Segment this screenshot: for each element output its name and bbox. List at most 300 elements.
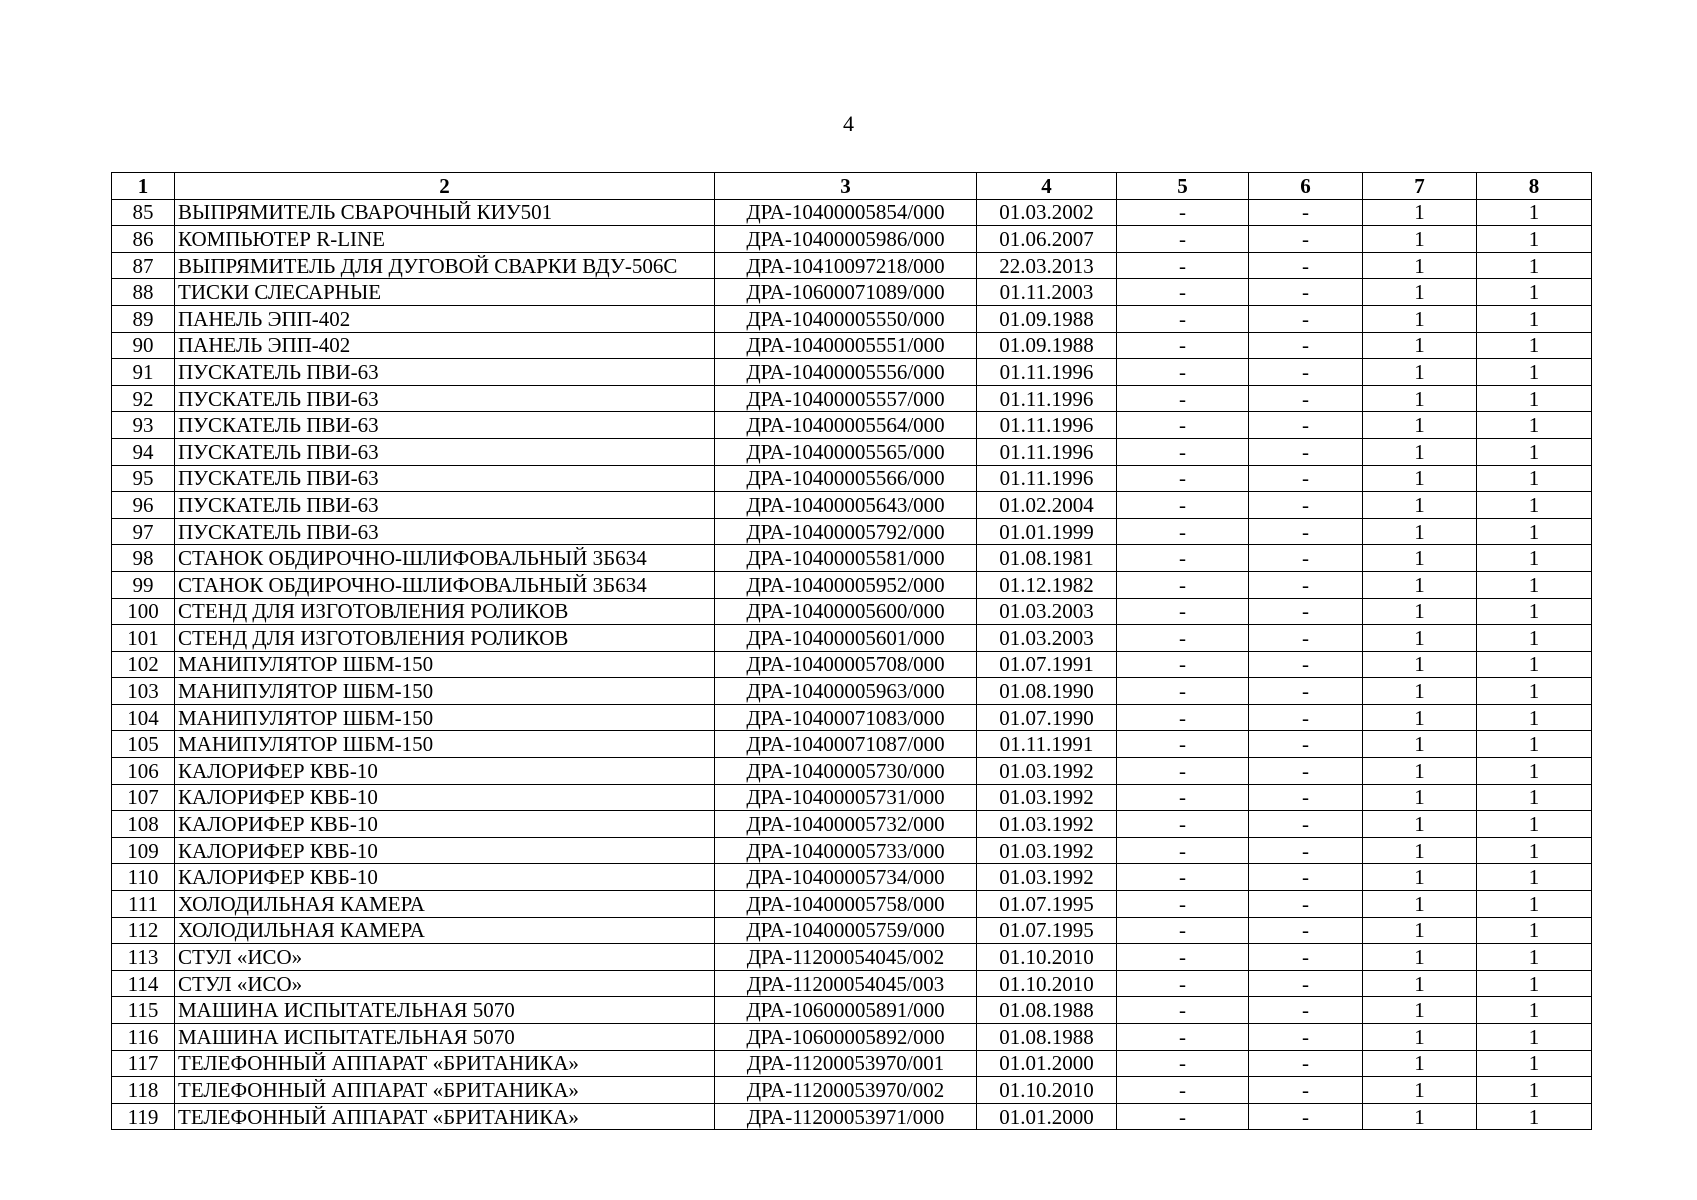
col5-cell: - [1117, 1050, 1249, 1077]
col8-cell: 1 [1477, 837, 1592, 864]
col8-cell: 1 [1477, 864, 1592, 891]
inventory-code-cell: ДРА-10400005564/000 [715, 412, 977, 439]
col8-cell: 1 [1477, 492, 1592, 519]
item-name-cell: ТИСКИ СЛЕСАРНЫЕ [175, 279, 715, 306]
row-number-cell: 110 [112, 864, 175, 891]
col7-cell: 1 [1363, 1103, 1477, 1130]
row-number-cell: 100 [112, 598, 175, 625]
row-number-cell: 101 [112, 625, 175, 652]
col7-cell: 1 [1363, 465, 1477, 492]
col6-cell: - [1249, 944, 1363, 971]
col6-cell: - [1249, 784, 1363, 811]
col5-cell: - [1117, 758, 1249, 785]
row-number-cell: 103 [112, 678, 175, 705]
col8-cell: 1 [1477, 731, 1592, 758]
item-name-cell: ТЕЛЕФОННЫЙ АППАРАТ «БРИТАНИКА» [175, 1077, 715, 1104]
date-cell: 01.10.2010 [977, 1077, 1117, 1104]
item-name-cell: ВЫПРЯМИТЕЛЬ СВАРОЧНЫЙ КИУ501 [175, 199, 715, 226]
col6-cell: - [1249, 625, 1363, 652]
col8-cell: 1 [1477, 598, 1592, 625]
table-row [112, 651, 1592, 678]
col8-cell: 1 [1477, 305, 1592, 332]
inventory-code-cell: ДРА-10400005581/000 [715, 545, 977, 572]
table-row [112, 305, 1592, 332]
item-name-cell: МАНИПУЛЯТОР ШБМ-150 [175, 704, 715, 731]
table-row [112, 864, 1592, 891]
table-row [112, 704, 1592, 731]
col8-cell: 1 [1477, 465, 1592, 492]
col8-cell: 1 [1477, 997, 1592, 1024]
col8-cell: 1 [1477, 1050, 1592, 1077]
col8-cell: 1 [1477, 704, 1592, 731]
col5-cell: - [1117, 1077, 1249, 1104]
col6-cell: - [1249, 305, 1363, 332]
inventory-code-cell: ДРА-10400005854/000 [715, 199, 977, 226]
col8-cell: 1 [1477, 226, 1592, 253]
col5-cell: - [1117, 891, 1249, 918]
col5-cell: - [1117, 545, 1249, 572]
inventory-table [111, 172, 1592, 1130]
col6-cell: - [1249, 412, 1363, 439]
col6-cell: - [1249, 598, 1363, 625]
col5-cell: - [1117, 651, 1249, 678]
date-cell: 01.11.2003 [977, 279, 1117, 306]
inventory-code-cell: ДРА-10400005565/000 [715, 438, 977, 465]
item-name-cell: ПАНЕЛЬ ЭПП-402 [175, 332, 715, 359]
date-cell: 01.12.1982 [977, 571, 1117, 598]
col7-cell: 1 [1363, 651, 1477, 678]
row-number-cell: 113 [112, 944, 175, 971]
table-row [112, 678, 1592, 705]
table-row [112, 571, 1592, 598]
table-row [112, 1077, 1592, 1104]
date-cell: 01.09.1988 [977, 332, 1117, 359]
page-number: 4 [843, 111, 854, 136]
col7-cell: 1 [1363, 1050, 1477, 1077]
col5-cell: - [1117, 332, 1249, 359]
item-name-cell: МАНИПУЛЯТОР ШБМ-150 [175, 678, 715, 705]
col5-cell: - [1117, 385, 1249, 412]
item-name-cell: ПУСКАТЕЛЬ ПВИ-63 [175, 412, 715, 439]
col5-cell: - [1117, 465, 1249, 492]
item-name-cell: ПУСКАТЕЛЬ ПВИ-63 [175, 465, 715, 492]
col7-cell: 1 [1363, 492, 1477, 519]
row-number-cell: 93 [112, 412, 175, 439]
item-name-cell: МАШИНА ИСПЫТАТЕЛЬНАЯ 5070 [175, 1024, 715, 1051]
inventory-code-cell: ДРА-10400005963/000 [715, 678, 977, 705]
row-number-cell: 91 [112, 359, 175, 386]
item-name-cell: СТУЛ «ИСО» [175, 944, 715, 971]
col8-cell: 1 [1477, 1024, 1592, 1051]
date-cell: 01.03.2003 [977, 625, 1117, 652]
col8-cell: 1 [1477, 891, 1592, 918]
item-name-cell: КОМПЬЮТЕР R-LINE [175, 226, 715, 253]
row-number-cell: 85 [112, 199, 175, 226]
inventory-code-cell: ДРА-11200054045/002 [715, 944, 977, 971]
item-name-cell: СТЕНД ДЛЯ ИЗГОТОВЛЕНИЯ РОЛИКОВ [175, 625, 715, 652]
col7-cell: 1 [1363, 226, 1477, 253]
col6-cell: - [1249, 492, 1363, 519]
col7-cell: 1 [1363, 970, 1477, 997]
row-number-cell: 111 [112, 891, 175, 918]
col5-cell: - [1117, 704, 1249, 731]
col5-cell: - [1117, 784, 1249, 811]
date-cell: 01.03.1992 [977, 837, 1117, 864]
row-number-cell: 117 [112, 1050, 175, 1077]
col6-cell: - [1249, 571, 1363, 598]
date-cell: 01.08.1988 [977, 1024, 1117, 1051]
table-header-row [112, 173, 1592, 200]
col5-cell: - [1117, 625, 1249, 652]
inventory-code-cell: ДРА-10400005730/000 [715, 758, 977, 785]
col8-cell: 1 [1477, 252, 1592, 279]
row-number-cell: 107 [112, 784, 175, 811]
col8-cell: 1 [1477, 199, 1592, 226]
table-row [112, 332, 1592, 359]
col5-cell: - [1117, 199, 1249, 226]
item-name-cell: ПУСКАТЕЛЬ ПВИ-63 [175, 518, 715, 545]
inventory-code-cell: ДРА-10400005643/000 [715, 492, 977, 519]
date-cell: 22.03.2013 [977, 252, 1117, 279]
col6-cell: - [1249, 359, 1363, 386]
row-number-cell: 87 [112, 252, 175, 279]
table-row [112, 199, 1592, 226]
col5-cell: - [1117, 279, 1249, 306]
item-name-cell: МАНИПУЛЯТОР ШБМ-150 [175, 651, 715, 678]
date-cell: 01.07.1995 [977, 891, 1117, 918]
col8-cell: 1 [1477, 545, 1592, 572]
date-cell: 01.11.1996 [977, 412, 1117, 439]
inventory-code-cell: ДРА-10400005708/000 [715, 651, 977, 678]
item-name-cell: ПУСКАТЕЛЬ ПВИ-63 [175, 438, 715, 465]
col7-cell: 1 [1363, 678, 1477, 705]
row-number-cell: 92 [112, 385, 175, 412]
inventory-code-cell: ДРА-11200054045/003 [715, 970, 977, 997]
date-cell: 01.10.2010 [977, 944, 1117, 971]
table-row [112, 492, 1592, 519]
table-row [112, 412, 1592, 439]
col7-cell: 1 [1363, 571, 1477, 598]
inventory-code-cell: ДРА-10400005551/000 [715, 332, 977, 359]
column-header: 1 [112, 173, 175, 200]
row-number-cell: 98 [112, 545, 175, 572]
item-name-cell: ПУСКАТЕЛЬ ПВИ-63 [175, 492, 715, 519]
col6-cell: - [1249, 518, 1363, 545]
item-name-cell: ПАНЕЛЬ ЭПП-402 [175, 305, 715, 332]
col7-cell: 1 [1363, 997, 1477, 1024]
col5-cell: - [1117, 731, 1249, 758]
date-cell: 01.03.1992 [977, 811, 1117, 838]
col7-cell: 1 [1363, 917, 1477, 944]
date-cell: 01.07.1990 [977, 704, 1117, 731]
inventory-code-cell: ДРА-10400005601/000 [715, 625, 977, 652]
row-number-cell: 115 [112, 997, 175, 1024]
col6-cell: - [1249, 970, 1363, 997]
row-number-cell: 94 [112, 438, 175, 465]
row-number-cell: 102 [112, 651, 175, 678]
row-number-cell: 95 [112, 465, 175, 492]
date-cell: 01.06.2007 [977, 226, 1117, 253]
col5-cell: - [1117, 252, 1249, 279]
table-row [112, 784, 1592, 811]
row-number-cell: 118 [112, 1077, 175, 1104]
col6-cell: - [1249, 332, 1363, 359]
table-row [112, 1050, 1592, 1077]
col8-cell: 1 [1477, 438, 1592, 465]
table-row [112, 438, 1592, 465]
col5-cell: - [1117, 678, 1249, 705]
col6-cell: - [1249, 651, 1363, 678]
date-cell: 01.08.1981 [977, 545, 1117, 572]
item-name-cell: КАЛОРИФЕР КВБ-10 [175, 864, 715, 891]
inventory-code-cell: ДРА-10400005732/000 [715, 811, 977, 838]
row-number-cell: 96 [112, 492, 175, 519]
col6-cell: - [1249, 1103, 1363, 1130]
col6-cell: - [1249, 864, 1363, 891]
table-body [112, 199, 1592, 1130]
row-number-cell: 119 [112, 1103, 175, 1130]
date-cell: 01.08.1988 [977, 997, 1117, 1024]
col6-cell: - [1249, 678, 1363, 705]
date-cell: 01.10.2010 [977, 970, 1117, 997]
table-row [112, 731, 1592, 758]
col8-cell: 1 [1477, 385, 1592, 412]
table-row [112, 359, 1592, 386]
col6-cell: - [1249, 704, 1363, 731]
item-name-cell: ПУСКАТЕЛЬ ПВИ-63 [175, 385, 715, 412]
date-cell: 01.07.1991 [977, 651, 1117, 678]
item-name-cell: МАШИНА ИСПЫТАТЕЛЬНАЯ 5070 [175, 997, 715, 1024]
inventory-code-cell: ДРА-10400005566/000 [715, 465, 977, 492]
col7-cell: 1 [1363, 944, 1477, 971]
inventory-code-cell: ДРА-10400005557/000 [715, 385, 977, 412]
inventory-code-cell: ДРА-11200053970/001 [715, 1050, 977, 1077]
date-cell: 01.11.1996 [977, 465, 1117, 492]
item-name-cell: СТЕНД ДЛЯ ИЗГОТОВЛЕНИЯ РОЛИКОВ [175, 598, 715, 625]
inventory-code-cell: ДРА-10400005759/000 [715, 917, 977, 944]
table-row [112, 837, 1592, 864]
table-row [112, 917, 1592, 944]
col5-cell: - [1117, 837, 1249, 864]
table-row [112, 252, 1592, 279]
inventory-code-cell: ДРА-11200053970/002 [715, 1077, 977, 1104]
col8-cell: 1 [1477, 811, 1592, 838]
col5-cell: - [1117, 571, 1249, 598]
item-name-cell: МАНИПУЛЯТОР ШБМ-150 [175, 731, 715, 758]
col5-cell: - [1117, 226, 1249, 253]
row-number-cell: 89 [112, 305, 175, 332]
col7-cell: 1 [1363, 545, 1477, 572]
col7-cell: 1 [1363, 598, 1477, 625]
col5-cell: - [1117, 359, 1249, 386]
date-cell: 01.09.1988 [977, 305, 1117, 332]
table-row [112, 625, 1592, 652]
row-number-cell: 90 [112, 332, 175, 359]
col6-cell: - [1249, 465, 1363, 492]
item-name-cell: КАЛОРИФЕР КВБ-10 [175, 758, 715, 785]
col7-cell: 1 [1363, 784, 1477, 811]
table-row [112, 758, 1592, 785]
col7-cell: 1 [1363, 252, 1477, 279]
date-cell: 01.03.2002 [977, 199, 1117, 226]
date-cell: 01.07.1995 [977, 917, 1117, 944]
inventory-code-cell: ДРА-10400005952/000 [715, 571, 977, 598]
col8-cell: 1 [1477, 518, 1592, 545]
inventory-code-cell: ДРА-10400005986/000 [715, 226, 977, 253]
table-row [112, 598, 1592, 625]
table-row [112, 1103, 1592, 1130]
item-name-cell: ТЕЛЕФОННЫЙ АППАРАТ «БРИТАНИКА» [175, 1050, 715, 1077]
col7-cell: 1 [1363, 412, 1477, 439]
col5-cell: - [1117, 1103, 1249, 1130]
table-row [112, 944, 1592, 971]
col7-cell: 1 [1363, 518, 1477, 545]
table-row [112, 891, 1592, 918]
table-row [112, 279, 1592, 306]
col6-cell: - [1249, 811, 1363, 838]
table-row [112, 465, 1592, 492]
row-number-cell: 104 [112, 704, 175, 731]
item-name-cell: ХОЛОДИЛЬНАЯ КАМЕРА [175, 891, 715, 918]
col6-cell: - [1249, 837, 1363, 864]
col7-cell: 1 [1363, 438, 1477, 465]
col5-cell: - [1117, 305, 1249, 332]
col6-cell: - [1249, 279, 1363, 306]
col5-cell: - [1117, 997, 1249, 1024]
table-row [112, 970, 1592, 997]
row-number-cell: 116 [112, 1024, 175, 1051]
item-name-cell: КАЛОРИФЕР КВБ-10 [175, 811, 715, 838]
inventory-code-cell: ДРА-10600071089/000 [715, 279, 977, 306]
col7-cell: 1 [1363, 864, 1477, 891]
col6-cell: - [1249, 385, 1363, 412]
inventory-code-cell: ДРА-10400005600/000 [715, 598, 977, 625]
col6-cell: - [1249, 917, 1363, 944]
col7-cell: 1 [1363, 1077, 1477, 1104]
col5-cell: - [1117, 438, 1249, 465]
col7-cell: 1 [1363, 1024, 1477, 1051]
item-name-cell: СТУЛ «ИСО» [175, 970, 715, 997]
col7-cell: 1 [1363, 731, 1477, 758]
col7-cell: 1 [1363, 758, 1477, 785]
col5-cell: - [1117, 811, 1249, 838]
date-cell: 01.11.1996 [977, 359, 1117, 386]
column-header: 6 [1249, 173, 1363, 200]
col5-cell: - [1117, 864, 1249, 891]
date-cell: 01.11.1991 [977, 731, 1117, 758]
row-number-cell: 106 [112, 758, 175, 785]
column-header: 5 [1117, 173, 1249, 200]
date-cell: 01.03.1992 [977, 758, 1117, 785]
item-name-cell: СТАНОК ОБДИРОЧНО-ШЛИФОВАЛЬНЫЙ 3Б634 [175, 545, 715, 572]
col5-cell: - [1117, 944, 1249, 971]
date-cell: 01.08.1990 [977, 678, 1117, 705]
col8-cell: 1 [1477, 678, 1592, 705]
col7-cell: 1 [1363, 837, 1477, 864]
inventory-code-cell: ДРА-10400071083/000 [715, 704, 977, 731]
col6-cell: - [1249, 226, 1363, 253]
inventory-code-cell: ДРА-10400005556/000 [715, 359, 977, 386]
col5-cell: - [1117, 412, 1249, 439]
col8-cell: 1 [1477, 412, 1592, 439]
col6-cell: - [1249, 199, 1363, 226]
col8-cell: 1 [1477, 625, 1592, 652]
col8-cell: 1 [1477, 359, 1592, 386]
inventory-code-cell: ДРА-10400005550/000 [715, 305, 977, 332]
col6-cell: - [1249, 438, 1363, 465]
col7-cell: 1 [1363, 385, 1477, 412]
date-cell: 01.11.1996 [977, 438, 1117, 465]
col7-cell: 1 [1363, 704, 1477, 731]
inventory-code-cell: ДРА-10600005891/000 [715, 997, 977, 1024]
col8-cell: 1 [1477, 944, 1592, 971]
inventory-code-cell: ДРА-10600005892/000 [715, 1024, 977, 1051]
row-number-cell: 97 [112, 518, 175, 545]
item-name-cell: КАЛОРИФЕР КВБ-10 [175, 784, 715, 811]
col8-cell: 1 [1477, 758, 1592, 785]
item-name-cell: ХОЛОДИЛЬНАЯ КАМЕРА [175, 917, 715, 944]
table-row [112, 226, 1592, 253]
item-name-cell: ТЕЛЕФОННЫЙ АППАРАТ «БРИТАНИКА» [175, 1103, 715, 1130]
col7-cell: 1 [1363, 359, 1477, 386]
inventory-code-cell: ДРА-11200053971/000 [715, 1103, 977, 1130]
col8-cell: 1 [1477, 651, 1592, 678]
row-number-cell: 114 [112, 970, 175, 997]
column-header: 7 [1363, 173, 1477, 200]
col6-cell: - [1249, 1077, 1363, 1104]
col7-cell: 1 [1363, 811, 1477, 838]
date-cell: 01.11.1996 [977, 385, 1117, 412]
inventory-code-cell: ДРА-10400005733/000 [715, 837, 977, 864]
col8-cell: 1 [1477, 1103, 1592, 1130]
row-number-cell: 112 [112, 917, 175, 944]
table-row [112, 518, 1592, 545]
col6-cell: - [1249, 758, 1363, 785]
inventory-code-cell: ДРА-10400005792/000 [715, 518, 977, 545]
table-row [112, 997, 1592, 1024]
col6-cell: - [1249, 252, 1363, 279]
col5-cell: - [1117, 492, 1249, 519]
date-cell: 01.03.2003 [977, 598, 1117, 625]
row-number-cell: 108 [112, 811, 175, 838]
date-cell: 01.03.1992 [977, 864, 1117, 891]
col8-cell: 1 [1477, 917, 1592, 944]
date-cell: 01.02.2004 [977, 492, 1117, 519]
col8-cell: 1 [1477, 784, 1592, 811]
col7-cell: 1 [1363, 305, 1477, 332]
col8-cell: 1 [1477, 970, 1592, 997]
column-header: 4 [977, 173, 1117, 200]
item-name-cell: СТАНОК ОБДИРОЧНО-ШЛИФОВАЛЬНЫЙ 3Б634 [175, 571, 715, 598]
inventory-code-cell: ДРА-10400005758/000 [715, 891, 977, 918]
col6-cell: - [1249, 545, 1363, 572]
col7-cell: 1 [1363, 891, 1477, 918]
col5-cell: - [1117, 1024, 1249, 1051]
col5-cell: - [1117, 970, 1249, 997]
col7-cell: 1 [1363, 625, 1477, 652]
col6-cell: - [1249, 1050, 1363, 1077]
column-header: 8 [1477, 173, 1592, 200]
date-cell: 01.03.1992 [977, 784, 1117, 811]
col8-cell: 1 [1477, 332, 1592, 359]
col7-cell: 1 [1363, 279, 1477, 306]
item-name-cell: ПУСКАТЕЛЬ ПВИ-63 [175, 359, 715, 386]
column-header: 3 [715, 173, 977, 200]
inventory-code-cell: ДРА-10410097218/000 [715, 252, 977, 279]
col7-cell: 1 [1363, 199, 1477, 226]
inventory-code-cell: ДРА-10400005731/000 [715, 784, 977, 811]
table-row [112, 811, 1592, 838]
